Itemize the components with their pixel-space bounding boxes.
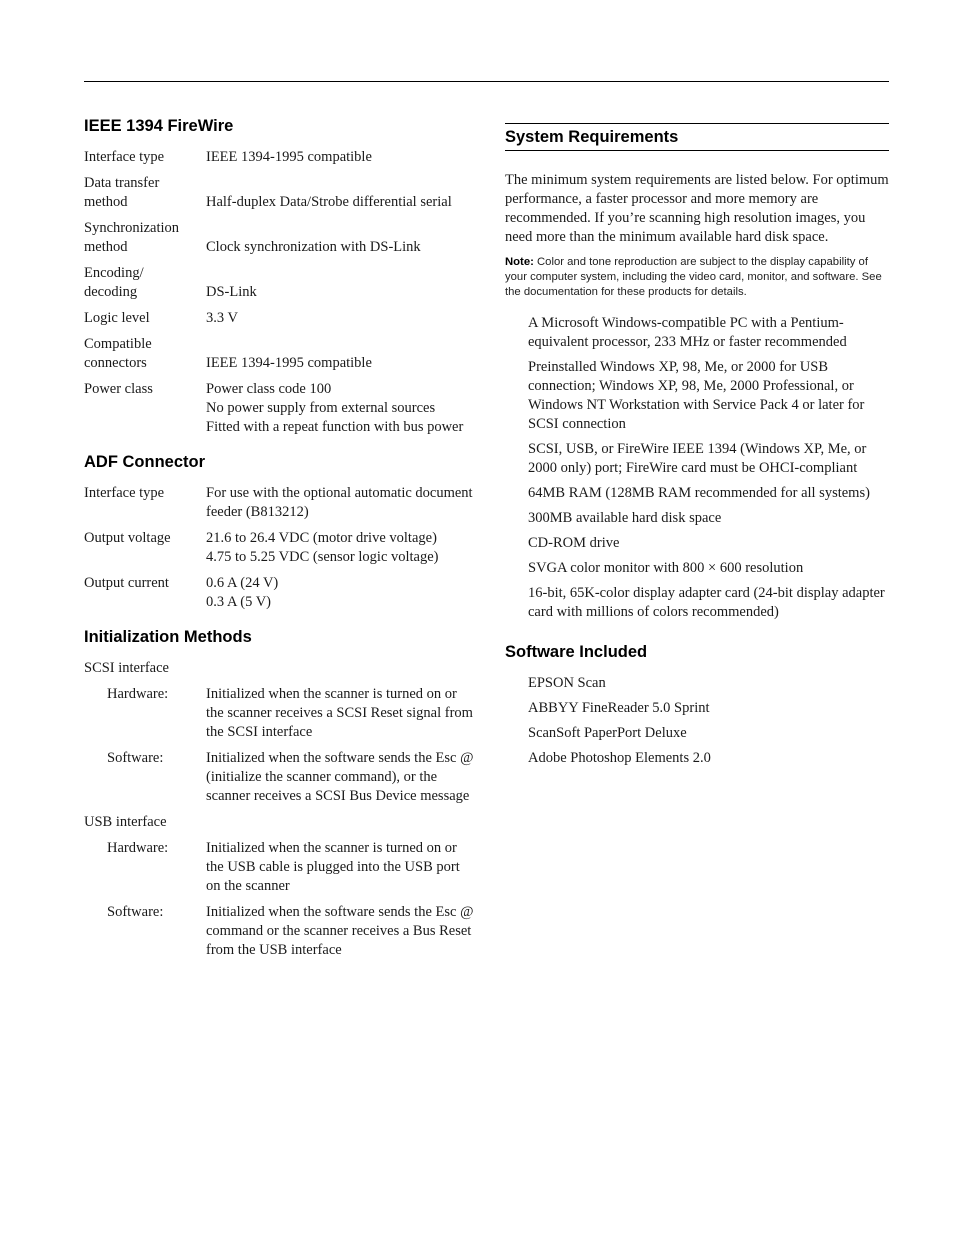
init-value: Initialized when the software sends the Esc @ (initialize the scanner command), or the scanner receives a SCSI Bus Device message	[206, 750, 474, 804]
init-value: Initialized when the scanner is turned on or the scanner receives a SCSI Reset signal from the SCSI interface	[206, 686, 473, 740]
spec-value: Half-duplex Data/Strobe differential serial	[206, 194, 452, 210]
init-row	[84, 685, 476, 742]
spec-row	[84, 380, 476, 437]
init-label: Hardware:	[107, 686, 169, 702]
usb-interface-label: USB interface	[84, 814, 167, 830]
init-heading: Initialization Methods	[84, 628, 252, 646]
sysreq-intro: The minimum system requirements are listed below. For optimum performance, a faster processor and more memory are recommended. If you’re scanning high resolution images, you need more than the minimum available hard disk space.	[505, 172, 889, 245]
init-label: Software:	[107, 750, 164, 766]
list-item: A Microsoft Windows-compatible PC with a Pentium-equivalent processor, 233 MHz or faster recommended	[528, 315, 847, 350]
spec-row	[84, 335, 476, 373]
adf-spec-table	[84, 484, 476, 612]
spec-value: IEEE 1394-1995 compatible	[206, 355, 372, 371]
scsi-interface-label: SCSI interface	[84, 660, 169, 676]
left-column	[84, 116, 476, 967]
list-item: ScanSoft PaperPort Deluxe	[528, 725, 687, 741]
spec-value: 3.3 V	[206, 310, 238, 326]
right-column	[505, 123, 889, 774]
spec-label: Power class	[84, 381, 153, 397]
list-item: 300MB available hard disk space	[528, 510, 722, 526]
list-item: SCSI, USB, or FireWire IEEE 1394 (Windows XP, Me, or 2000 only) port; FireWire card must be OHCI-compliant	[528, 441, 867, 476]
sysreq-note	[505, 255, 889, 300]
init-row	[84, 749, 476, 806]
spec-value: Clock synchronization with DS-Link	[206, 239, 421, 255]
list-item: EPSON Scan	[528, 675, 606, 691]
top-rule	[84, 81, 889, 82]
note-text: Color and tone reproduction are subject to the display capability of your computer system, including the video card, monitor, and software. See the documentation for these products for details.	[505, 256, 882, 298]
spec-row	[84, 148, 476, 167]
spec-value: For use with the optional automatic document feeder (B813212)	[206, 485, 473, 520]
init-label: Software:	[107, 904, 164, 920]
spec-value: 0.6 A (24 V) 0.3 A (5 V)	[206, 575, 279, 610]
spec-row	[84, 309, 476, 328]
list-item: ABBYY FineReader 5.0 Sprint	[528, 700, 710, 716]
spec-label: Logic level	[84, 310, 150, 326]
spec-row	[84, 574, 476, 612]
list-item: Preinstalled Windows XP, 98, Me, or 2000 for USB connection; Windows XP, 98, Me, 2000 Professional, or Windows NT Workstation with Service Pack 4 or later for SCSI connection	[528, 359, 865, 432]
init-methods	[84, 659, 476, 960]
spec-label: Encoding/ decoding	[84, 265, 144, 300]
init-value: Initialized when the software sends the Esc @ command or the scanner receives a Bus Reset from the USB interface	[206, 904, 474, 958]
spec-label: Output current	[84, 575, 169, 591]
spec-value: DS-Link	[206, 284, 257, 300]
spec-row	[84, 529, 476, 567]
spec-row	[84, 484, 476, 522]
adf-heading: ADF Connector	[84, 453, 205, 471]
init-value: Initialized when the scanner is turned on or the USB cable is plugged into the USB port on the scanner	[206, 840, 460, 894]
init-row	[84, 839, 476, 896]
spec-label: Interface type	[84, 485, 165, 501]
spec-value: Power class code 100 No power supply from external sources Fitted with a repeat function with bus power	[206, 381, 464, 435]
list-item: 64MB RAM (128MB RAM recommended for all systems)	[528, 485, 870, 501]
note-label: Note:	[505, 256, 534, 268]
sysreq-list	[505, 314, 889, 622]
spec-row	[84, 219, 476, 257]
spec-label: Output voltage	[84, 530, 171, 546]
spec-label: Interface type	[84, 149, 165, 165]
list-item: SVGA color monitor with 800 × 600 resolution	[528, 560, 804, 576]
software-list	[505, 674, 889, 768]
firewire-spec-table	[84, 148, 476, 437]
spec-label: Data transfer method	[84, 175, 160, 210]
spec-value: 21.6 to 26.4 VDC (motor drive voltage) 4.75 to 5.25 VDC (sensor logic voltage)	[206, 530, 439, 565]
sysreq-heading: System Requirements	[505, 123, 889, 151]
init-label: Hardware:	[107, 840, 169, 856]
spec-row	[84, 174, 476, 212]
init-row	[84, 903, 476, 960]
spec-row	[84, 264, 476, 302]
list-item: Adobe Photoshop Elements 2.0	[528, 750, 711, 766]
list-item: 16-bit, 65K-color display adapter card (24-bit display adapter card with millions of colors recommended)	[528, 585, 885, 620]
spec-label: Synchronization method	[84, 220, 180, 255]
spec-label: Compatible connectors	[84, 336, 152, 371]
spec-value: IEEE 1394-1995 compatible	[206, 149, 372, 165]
software-heading: Software Included	[505, 643, 648, 661]
list-item: CD-ROM drive	[528, 535, 620, 551]
firewire-heading: IEEE 1394 FireWire	[84, 117, 234, 135]
